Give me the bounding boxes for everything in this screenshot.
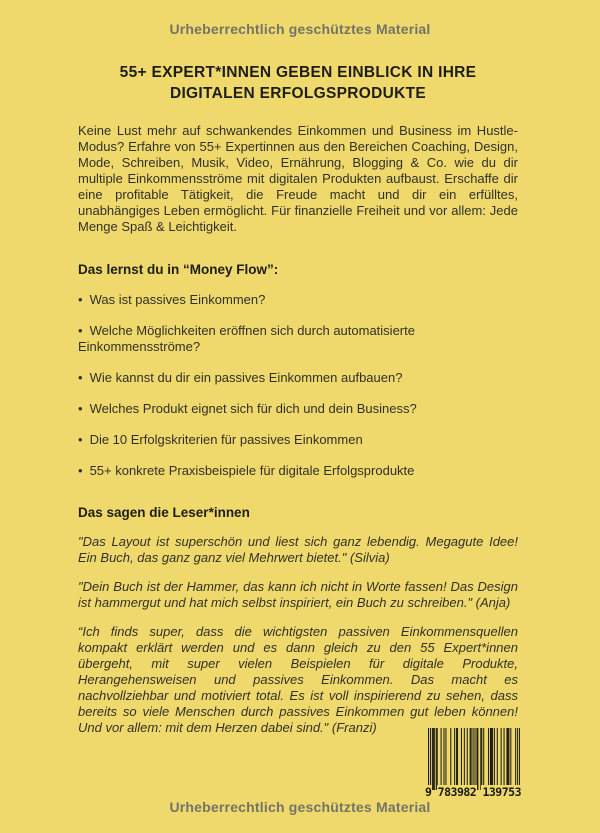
reviews-section-heading: Das sagen die Leser*innen	[78, 505, 250, 520]
copyright-watermark-bottom: Urheberrechtlich geschütztes Material	[169, 799, 431, 815]
isbn-group: 783982	[437, 785, 477, 799]
isbn-group: 139753	[482, 785, 521, 799]
list-item: • Wie kannst du dir ein passives Einkommen aufbauen?	[78, 370, 518, 386]
list-item: • Welche Möglichkeiten eröffnen sich durch automatisierte Einkommensströme?	[78, 323, 518, 355]
reader-quote: "Das Layout ist superschön und liest sich ganz lebendig. Megagute Idee! Ein Buch, das ganz ganz viel Mehrwert bietet." (Silvia)	[78, 534, 518, 565]
list-item: • Welches Produkt eignet sich für dich und dein Business?	[78, 401, 518, 417]
learn-bullet-list	[78, 292, 518, 479]
intro-paragraph: Keine Lust mehr auf schwankendes Einkommen und Business im Hustle-Modus? Erfahre von 55+ Expertinnen aus den Bereichen Coaching, Design, Mode, Schreiben, Musik, Video, Ernährung, Blogging & Co. wie du dir multiple Einkommensströme mit digitalen Produkten aufbaust. Erschaffe dir eine profitable Tätigkeit, die Freude macht und dir ein erfülltes, unabhängiges Leben ermöglicht. Für finanzielle Freiheit und vor allem: Jede Menge Spaß & Leichtigkeit.	[78, 123, 518, 234]
reader-quote: "Dein Buch ist der Hammer, das kann ich nicht in Worte fassen! Das Design ist hammergut und hat mich selbst inspiriert, ein Buch zu schreiben." (Anja)	[78, 579, 518, 610]
headline-line-1: 55+ EXPERT*INNEN GEBEN EINBLICK IN IHRE	[119, 64, 477, 81]
list-item: • Die 10 Erfolgskriterien für passives Einkommen	[78, 432, 518, 448]
headline-line-2: DIGITALEN ERFOLGSPRODUKTE	[169, 85, 427, 102]
cover-content	[78, 0, 518, 749]
learn-section-heading: Das lernst du in “Money Flow”:	[78, 262, 279, 277]
copyright-watermark-top: Urheberrechtlich geschütztes Material	[169, 21, 431, 37]
reader-quote: “Ich finds super, dass die wichtigsten passiven Einkommensquellen kompakt erklärt werden und es dann gleich zu den 55 Expert*innen übergeht, mit super vielen Beispielen für digitale Produkte, Herangehensweisen und passives Einkommen. Das macht es nachvollziehbar und motiviert total. Es ist voll inspirierend zu sehen, dass bereits so viele Menschen durch passives Einkommen gut leben können! Und vor allem: mit dem Herzen dabei sind." (Franzi)	[78, 624, 518, 735]
list-item: • Was ist passives Einkommen?	[78, 292, 518, 308]
list-item: • 55+ konkrete Praxisbeispiele für digitale Erfolgsprodukte	[78, 463, 518, 479]
isbn-group: 9	[425, 785, 432, 799]
isbn-barcode	[424, 728, 522, 799]
isbn-number	[424, 785, 522, 799]
cover-headline	[78, 62, 518, 104]
